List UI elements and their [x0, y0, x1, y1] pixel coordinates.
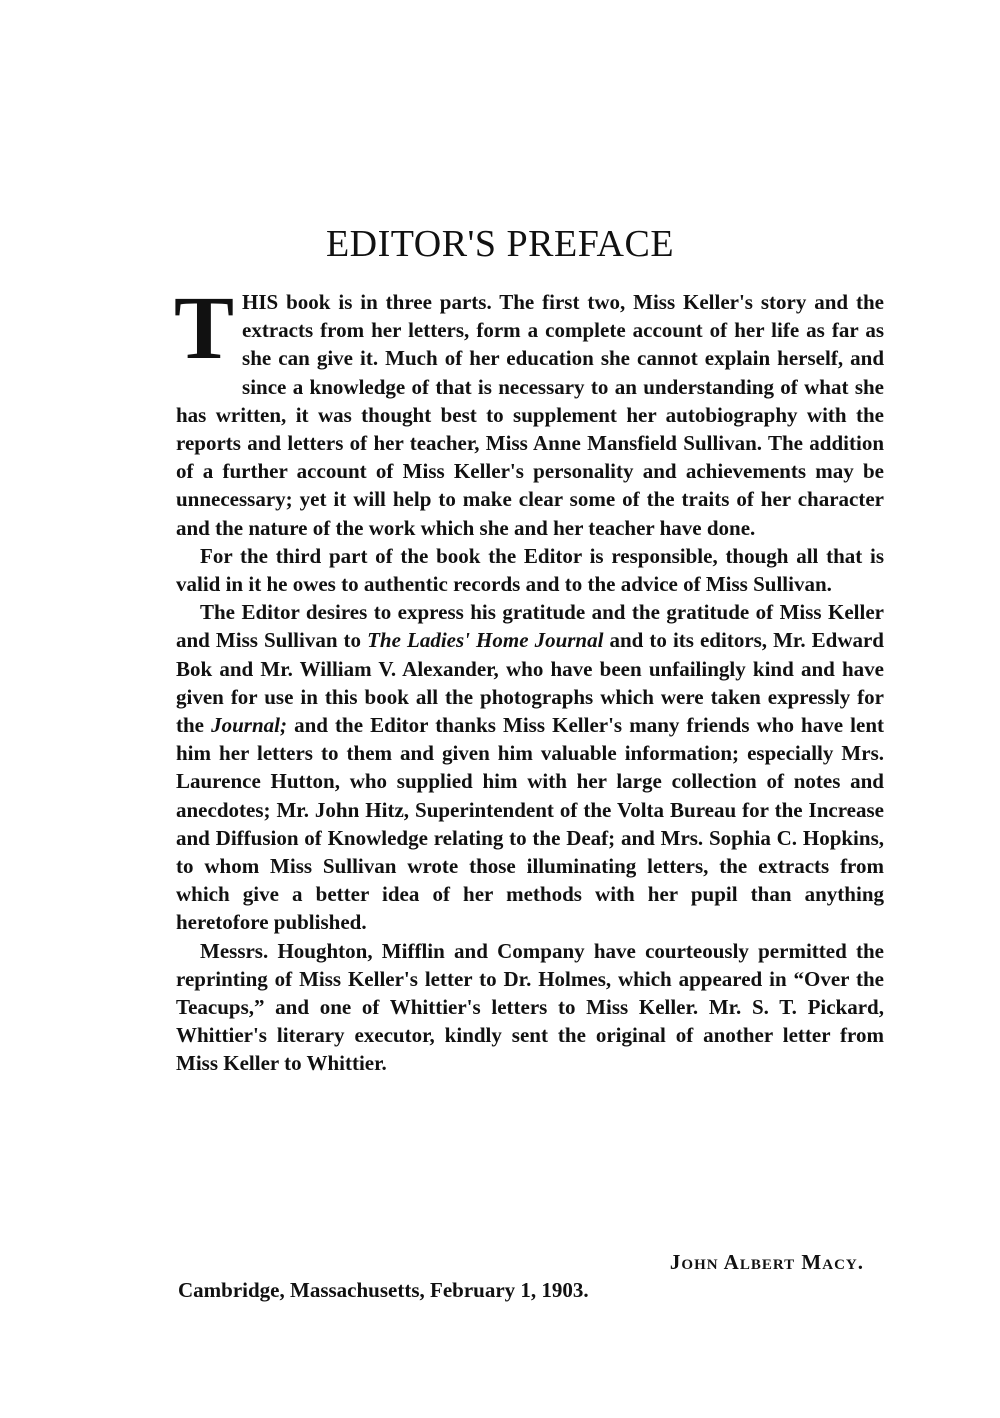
drop-cap: T — [174, 279, 235, 378]
paragraph-3-text-b: and to its editors, Mr. Edward Bok and Mr. William V. Alexander, who have been unfailingly kind and have given for use in this book all the photographs which were taken expressly for the — [176, 628, 884, 738]
journal-title: The Ladies' Home Journal — [367, 628, 604, 653]
page-title: EDITOR'S PREFACE — [325, 223, 675, 265]
journal-short-title: Journal; — [211, 713, 287, 738]
paragraph-4: Messrs. Houghton, Mifflin and Company have courteously permitted the reprinting of Miss Keller's letter to Dr. Holmes, which appeared in “Over the Teacups,” and one of Whittier's letters to Miss Keller. Mr. S. T. Pickard, Whittier's literary executor, kindly sent the original of another letter from Miss Keller to Whittier. — [176, 938, 884, 1076]
preface-body — [174, 279, 884, 1078]
paragraph-1-text: HIS book is in three parts. The first two, Miss Keller's story and the extracts from her letters, form a complete account of her life as far as she can give it. Much of her education she cannot explain herself, and since a knowledge of that is necessary to an understanding of what she has written, it was thought best to supplement her autobiography with the reports and letters of her teacher, Miss Anne Mansfield Sullivan. The addition of a further account of Miss Keller's personality and achievements may be unnecessary; yet it will help to make clear some of the traits of her character and the nature of the work which she and her teacher have done. — [176, 290, 884, 540]
paragraph-3-text-a: The Editor desires to express his gratitude and the gratitude of Miss Keller and Miss Sullivan to — [176, 600, 884, 653]
paragraph-2: For the third part of the book the Editor is responsible, though all that is valid in it he owes to authentic records and to the advice of Miss Sullivan. — [176, 543, 884, 597]
signature: John Albert Macy. — [669, 1250, 864, 1274]
dateline: Cambridge, Massachusetts, February 1, 1903. — [178, 1278, 589, 1302]
paragraph-3-text-c: and the Editor thanks Miss Keller's many friends who have lent him her letters to them and given him valuable information; especially Mrs. Laurence Hutton, who supplied him with her large collection of notes and anecdotes; Mr. John Hitz, Superintendent of the Volta Bureau for the Increase and Diffusion of Knowledge relating to the Deaf; and Mrs. Sophia C. Hopkins, to whom Miss Sullivan wrote those illuminating letters, the extracts from which give a better idea of her methods with her pupil than anything heretofore published. — [176, 713, 884, 935]
paragraph-1 — [174, 279, 884, 542]
paragraph-3 — [176, 598, 884, 936]
